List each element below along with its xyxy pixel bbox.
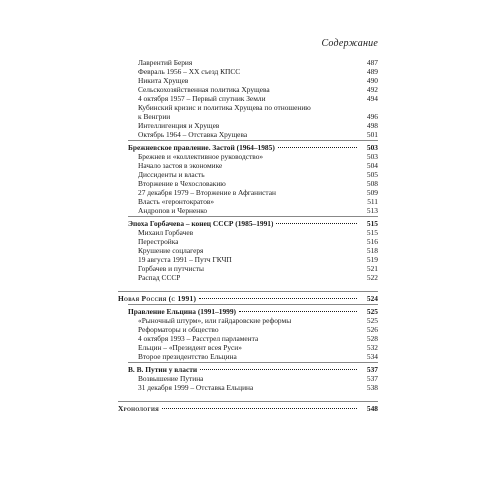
toc-entry: Реформаторы и общество 526 xyxy=(138,325,378,334)
page-number: 490 xyxy=(366,76,378,85)
divider xyxy=(128,304,378,305)
page-number: 532 xyxy=(366,343,378,352)
page-number: 522 xyxy=(366,273,378,282)
page-number: 537 xyxy=(366,365,378,374)
page-number: 519 xyxy=(366,255,378,264)
toc-entry: Крушение соцлагеря 518 xyxy=(138,246,378,255)
toc-entry: 4 октября 1993 – Расстрел парламента 528 xyxy=(138,334,378,343)
page-number: 509 xyxy=(366,188,378,197)
toc-entry: Распад СССР 522 xyxy=(138,273,378,282)
page-number: 503 xyxy=(366,152,378,161)
page-number: 548 xyxy=(366,404,378,413)
toc-entry: Вторжение в Чехословакию 508 xyxy=(138,179,378,188)
page-number: 518 xyxy=(366,246,378,255)
page-number: 537 xyxy=(366,374,378,383)
divider xyxy=(128,362,378,363)
toc-entry: 31 декабря 1999 – Отставка Ельцина 538 xyxy=(138,383,378,392)
page-number: 525 xyxy=(366,307,378,316)
divider xyxy=(128,140,378,141)
toc-entry: Второе президентство Ельцина 534 xyxy=(138,352,378,361)
page-number: 511 xyxy=(367,197,378,206)
toc-entry: Возвышение Путина 537 xyxy=(138,374,378,383)
toc-entry: Брежнев и «коллективное руководство» 503 xyxy=(138,152,378,161)
divider xyxy=(118,401,378,402)
toc-entry: Михаил Горбачев 515 xyxy=(138,228,378,237)
toc-entry: Февраль 1956 – XX съезд КПСС 489 xyxy=(138,67,378,76)
page-number: 515 xyxy=(366,219,378,228)
toc-entry: «Рыночный штурм», или гайдаровские реформы 525 xyxy=(138,316,378,325)
page-number: 526 xyxy=(366,325,378,334)
toc-entry: Начало застоя в экономике 504 xyxy=(138,161,378,170)
page-number: 504 xyxy=(366,161,378,170)
page-number: 501 xyxy=(366,130,378,139)
toc-entry: Никита Хрущев 490 xyxy=(138,76,378,85)
running-header: Содержание xyxy=(321,38,378,49)
page-number: 498 xyxy=(366,121,378,130)
chapter-heading: Брежневское правление. Застой (1964–1985) 503 xyxy=(128,143,378,152)
page-number: 487 xyxy=(366,58,378,67)
page-number: 489 xyxy=(366,67,378,76)
toc-entry: Перестройка 516 xyxy=(138,237,378,246)
page-number: 534 xyxy=(366,352,378,361)
toc-entry: Интеллигенция и Хрущев 498 xyxy=(138,121,378,130)
page-number: 508 xyxy=(366,179,378,188)
table-of-contents xyxy=(118,58,378,413)
toc-entry: Сельскохозяйственная политика Хрущева 492 xyxy=(138,85,378,94)
toc-entry: Лаврентий Берия 487 xyxy=(138,58,378,67)
page-number: 505 xyxy=(366,170,378,179)
page-number: 515 xyxy=(366,228,378,237)
page-number: 513 xyxy=(366,206,378,215)
page-number: 521 xyxy=(366,264,378,273)
chapter-heading: В. В. Путин у власти 537 xyxy=(128,365,378,374)
page-number: 538 xyxy=(366,383,378,392)
page-number: 516 xyxy=(366,237,378,246)
toc-entry-continuation: к Венгрии 496 xyxy=(138,112,378,121)
page-number: 528 xyxy=(366,334,378,343)
page-number: 524 xyxy=(366,294,378,303)
divider xyxy=(118,291,378,292)
part-heading: Хронология 548 xyxy=(118,404,378,413)
page-number: 525 xyxy=(366,316,378,325)
page-number: 503 xyxy=(366,143,378,152)
part-heading: Новая Россия (с 1991) 524 xyxy=(118,294,378,303)
toc-entry: Андропов и Черненко 513 xyxy=(138,206,378,215)
chapter-heading: Правление Ельцина (1991–1999) 525 xyxy=(128,307,378,316)
toc-entry: Горбачев и путчисты 521 xyxy=(138,264,378,273)
toc-entry: Кубинский кризис и политика Хрущева по отношению xyxy=(138,103,311,112)
divider xyxy=(128,216,378,217)
toc-entry: Власть «геронтократов» 511 xyxy=(138,197,378,206)
chapter-heading: Эпоха Горбачева – конец СССР (1985–1991) 515 xyxy=(128,219,378,228)
toc-entry: 4 октября 1957 – Первый спутник Земли 494 xyxy=(138,94,378,103)
toc-entry: 19 августа 1991 – Путч ГКЧП 519 xyxy=(138,255,378,264)
page-number: 496 xyxy=(366,112,378,121)
page-number: 494 xyxy=(366,94,378,103)
toc-entry: 27 декабря 1979 – Вторжение в Афганистан 509 xyxy=(138,188,378,197)
toc-entry: Октябрь 1964 – Отставка Хрущева 501 xyxy=(138,130,378,139)
toc-entry: Диссиденты и власть 505 xyxy=(138,170,378,179)
toc-entry: Ельцин – «Президент всея Руси» 532 xyxy=(138,343,378,352)
page-number: 492 xyxy=(366,85,378,94)
